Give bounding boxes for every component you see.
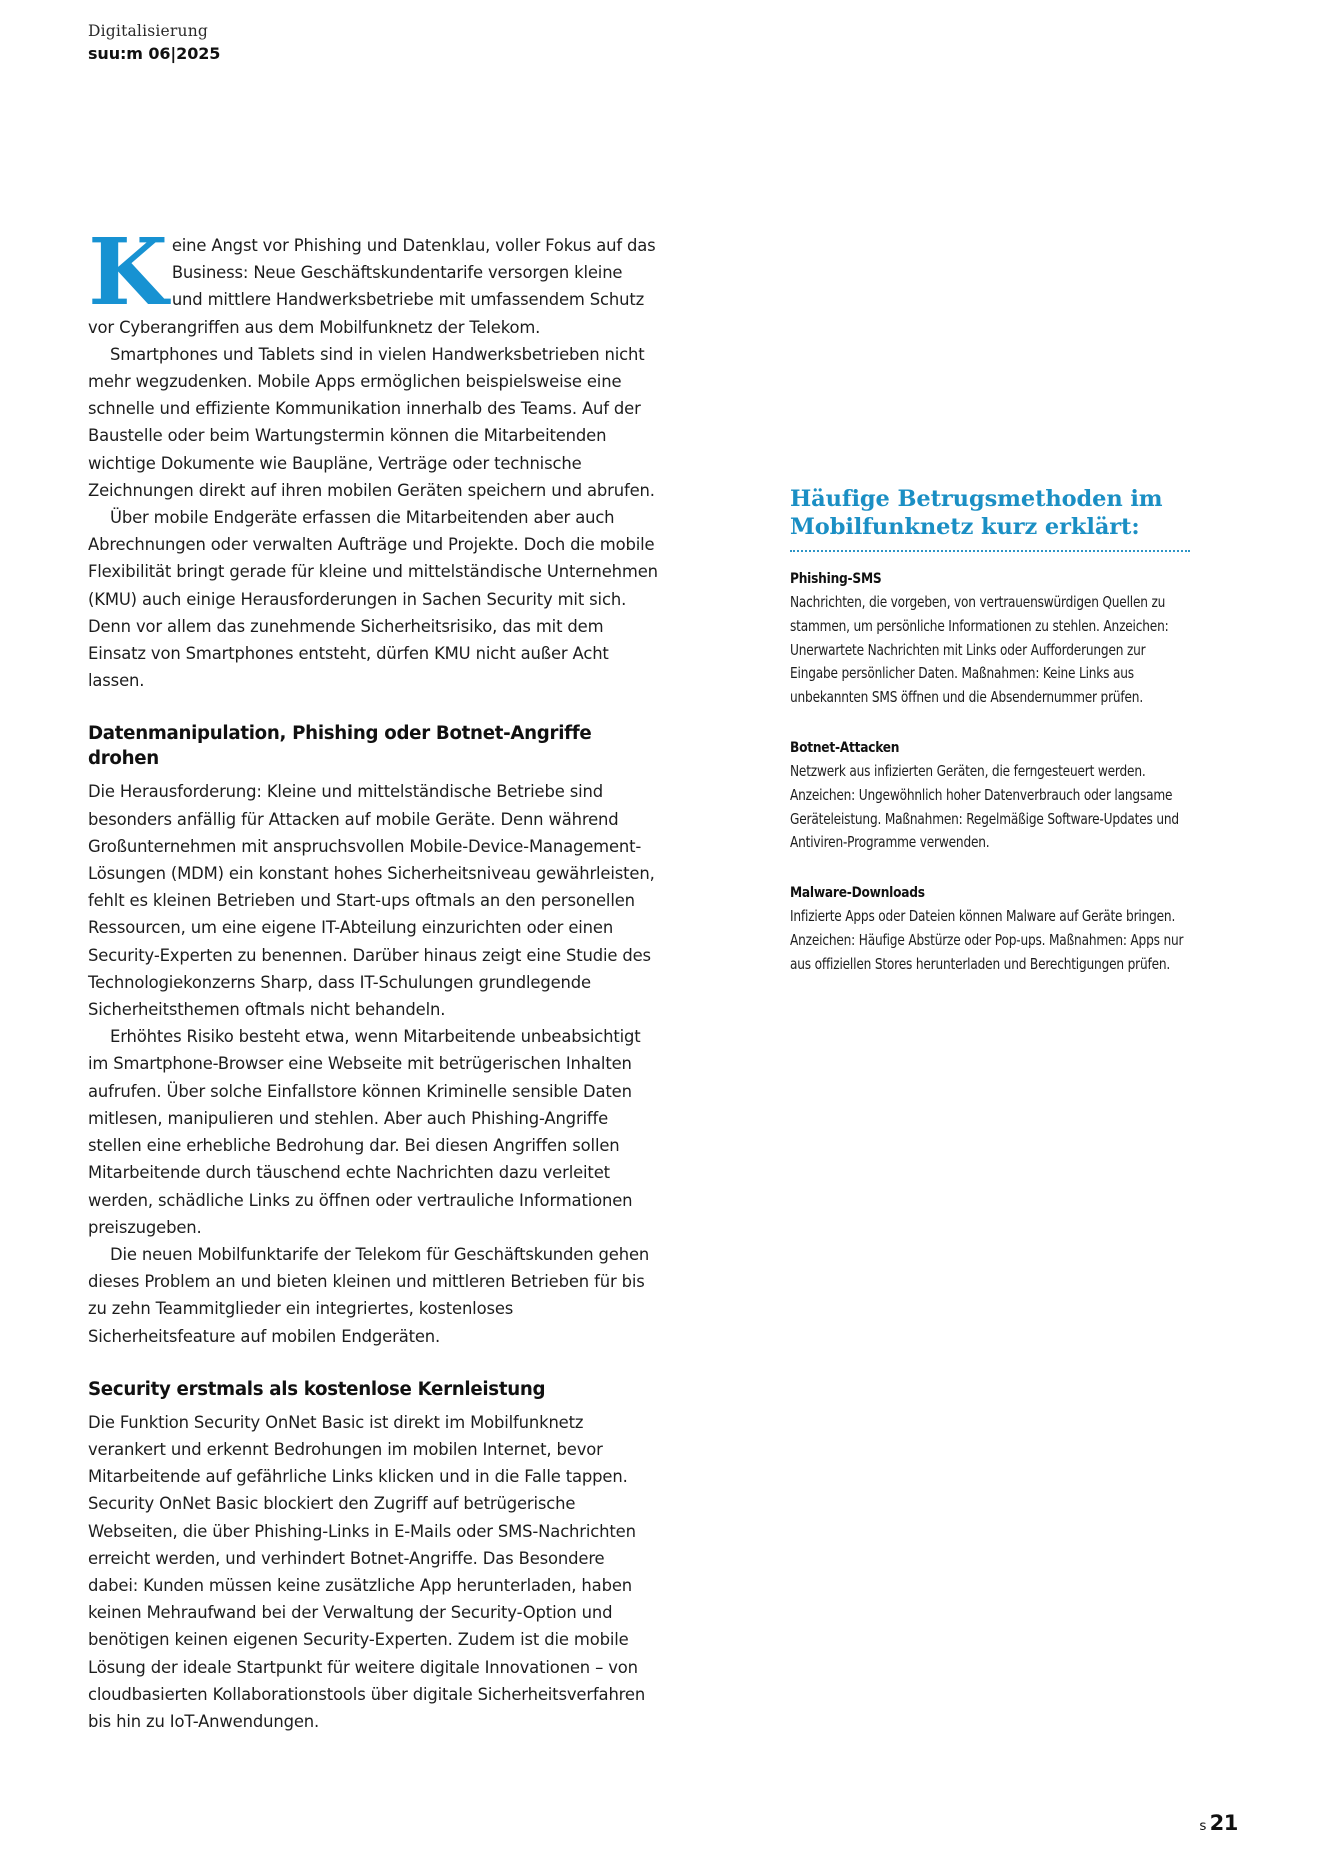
sidebar-title: Häufige Betrugsmethoden im Mobilfunknetz kurz erklärt: — [790, 486, 1163, 540]
sidebar-block-botnet-attacken — [790, 739, 1190, 855]
running-head-section: Digitalisierung — [88, 22, 209, 40]
sidebar-block-malware-downloads — [790, 884, 1190, 976]
article-main-column — [88, 218, 658, 1735]
folio-number: 21 — [1209, 1811, 1238, 1835]
sidebar-block-heading: Botnet-Attacken — [790, 738, 900, 756]
sidebar-block-phishing-sms — [790, 570, 1190, 710]
sidebar-block-text: Netzwerk aus infizierten Geräten, die ferngesteuert werden. Anzeichen: Ungewöhnlich hoher Datenverbrauch oder langsame Geräteleistung. Maßnahmen: Regelmäßige Software-Updates und Antiviren-Programme verwenden. — [790, 762, 1179, 852]
section-heading-1: Datenmanipulation, Phishing oder Botnet-Angriffe drohen — [88, 723, 592, 770]
drop-cap-letter: K — [88, 218, 168, 326]
running-head — [88, 22, 220, 64]
section-1-paragraph-3: Die neuen Mobilfunktarife der Telekom für Geschäftskunden gehen dieses Problem an und bieten kleinen und mittleren Betrieben für bis zu zehn Teammitglieder ein integriertes, kostenloses Sicherheitsfeature auf mobilen Endgeräten. — [88, 1244, 650, 1346]
intro-paragraph-2: Über mobile Endgeräte erfassen die Mitarbeitenden aber auch Abrechnungen oder verwalten Aufträge und Projekte. Doch die mobile Flexibilität bringt gerade für kleine und mittelständische Unternehmen (KMU) auch einige Herausforderungen in Sachen Security mit sich. Denn vor allem das zunehmende Sicherheitsrisiko, das mit dem Einsatz von Smartphones entsteht, dürfen KMU nicht außer Acht lassen. — [88, 508, 658, 691]
lead-paragraph — [88, 218, 658, 341]
page-folio — [1199, 1811, 1238, 1835]
running-head-issue: suu:m 06|2025 — [88, 43, 221, 63]
sidebar-block-heading: Phishing-SMS — [790, 570, 882, 587]
sidebar-divider — [790, 550, 1190, 552]
section-1-paragraph-1: Die Herausforderung: Kleine und mittelständische Betriebe sind besonders anfällig für Attacken auf mobile Geräte. Denn während Großunternehmen mit anspruchsvollen Mobile-Device-Management-Lösungen (MDM) ein konstant hohes Sicherheitsniveau gewährleisten, fehlt es kleinen Betrieben und Start-ups oftmals an den personellen Ressourcen, um eine eigene IT-Abteilung einzurichten oder einen Security-Experten zu benennen. Darüber hinaus zeigt eine Studie des Technologiekonzerns Sharp, dass IT-Schulungen grundlegende Sicherheitsthemen oftmals nicht behandeln. — [88, 782, 655, 1020]
section-heading-2: Security erstmals als kostenlose Kernleistung — [88, 1378, 546, 1400]
intro-paragraph-1: Smartphones und Tablets sind in vielen Handwerksbetrieben nicht mehr wegzudenken. Mobile Apps ermöglichen beispielsweise eine schnelle und effiziente Kommunikation innerhalb des Teams. Auf der Baustelle oder beim Wartungstermin können die Mitarbeitenden wichtige Dokumente wie Baupläne, Verträge oder technische Zeichnungen direkt auf ihren mobilen Geräten speichern und abrufen. — [88, 344, 655, 500]
sidebar-block-text: Infizierte Apps oder Dateien können Malware auf Geräte bringen. Anzeichen: Häufige Abstürze oder Pop-ups. Maßnahmen: Apps nur aus offiziellen Stores herunterladen und Berechtigungen prüfen. — [790, 908, 1184, 973]
sidebar-block-text: Nachrichten, die vorgeben, von vertrauenswürdigen Quellen zu stammen, um persönliche Informationen zu stehlen. Anzeichen: Unerwartete Nachrichten mit Links oder Aufforderungen zur Eingabe persönlicher Daten. Maßnahmen: Keine Links aus unbekannten SMS öffnen und die Absendernummer prüfen. — [790, 594, 1169, 707]
lead-paragraph-text: eine Angst vor Phishing und Datenklau, voller Fokus auf das Business: Neue Geschäftskundentarife versorgen kleine und mittlere Handwerksbetriebe mit umfassendem Schutz vor Cyberangriffen aus dem Mobilfunknetz der Telekom. — [88, 236, 656, 337]
folio-prefix: s — [1199, 1818, 1207, 1834]
sidebar-infobox — [790, 485, 1190, 977]
section-2-paragraph-1: Die Funktion Security OnNet Basic ist direkt im Mobilfunknetz verankert und erkennt Bedrohungen im mobilen Internet, bevor Mitarbeitende auf gefährliche Links klicken und in die Falle tappen. Security OnNet Basic blockiert den Zugriff auf betrügerische Webseiten, die über Phishing-Links in E-Mails oder SMS-Nachrichten erreicht werden, und verhindert Botnet-Angriffe. Das Besondere dabei: Kunden müssen keine zusätzliche App herunterladen, haben keinen Mehraufwand bei der Verwaltung der Security-Option und benötigen keinen eigenen Security-Experten. Zudem ist die mobile Lösung der ideale Startpunkt für weitere digitale Innovationen – von cloudbasierten Kollaborationstools über digitale Sicherheitsverfahren bis hin zu IoT-Anwendungen. — [88, 1412, 646, 1731]
sidebar-block-heading: Malware-Downloads — [790, 884, 925, 902]
section-1-paragraph-2: Erhöhtes Risiko besteht etwa, wenn Mitarbeitende unbeabsichtigt im Smartphone-Browser eine Webseite mit betrügerischen Inhalten aufrufen. Über solche Einfallstore können Kriminelle sensible Daten mitlesen, manipulieren und stehlen. Aber auch Phishing-Angriffe stellen eine erhebliche Bedrohung dar. Bei diesen Angriffen sollen Mitarbeitende durch täuschend echte Nachrichten dazu verleitet werden, schädliche Links zu öffnen oder vertrauliche Informationen preiszugeben. — [88, 1027, 641, 1237]
